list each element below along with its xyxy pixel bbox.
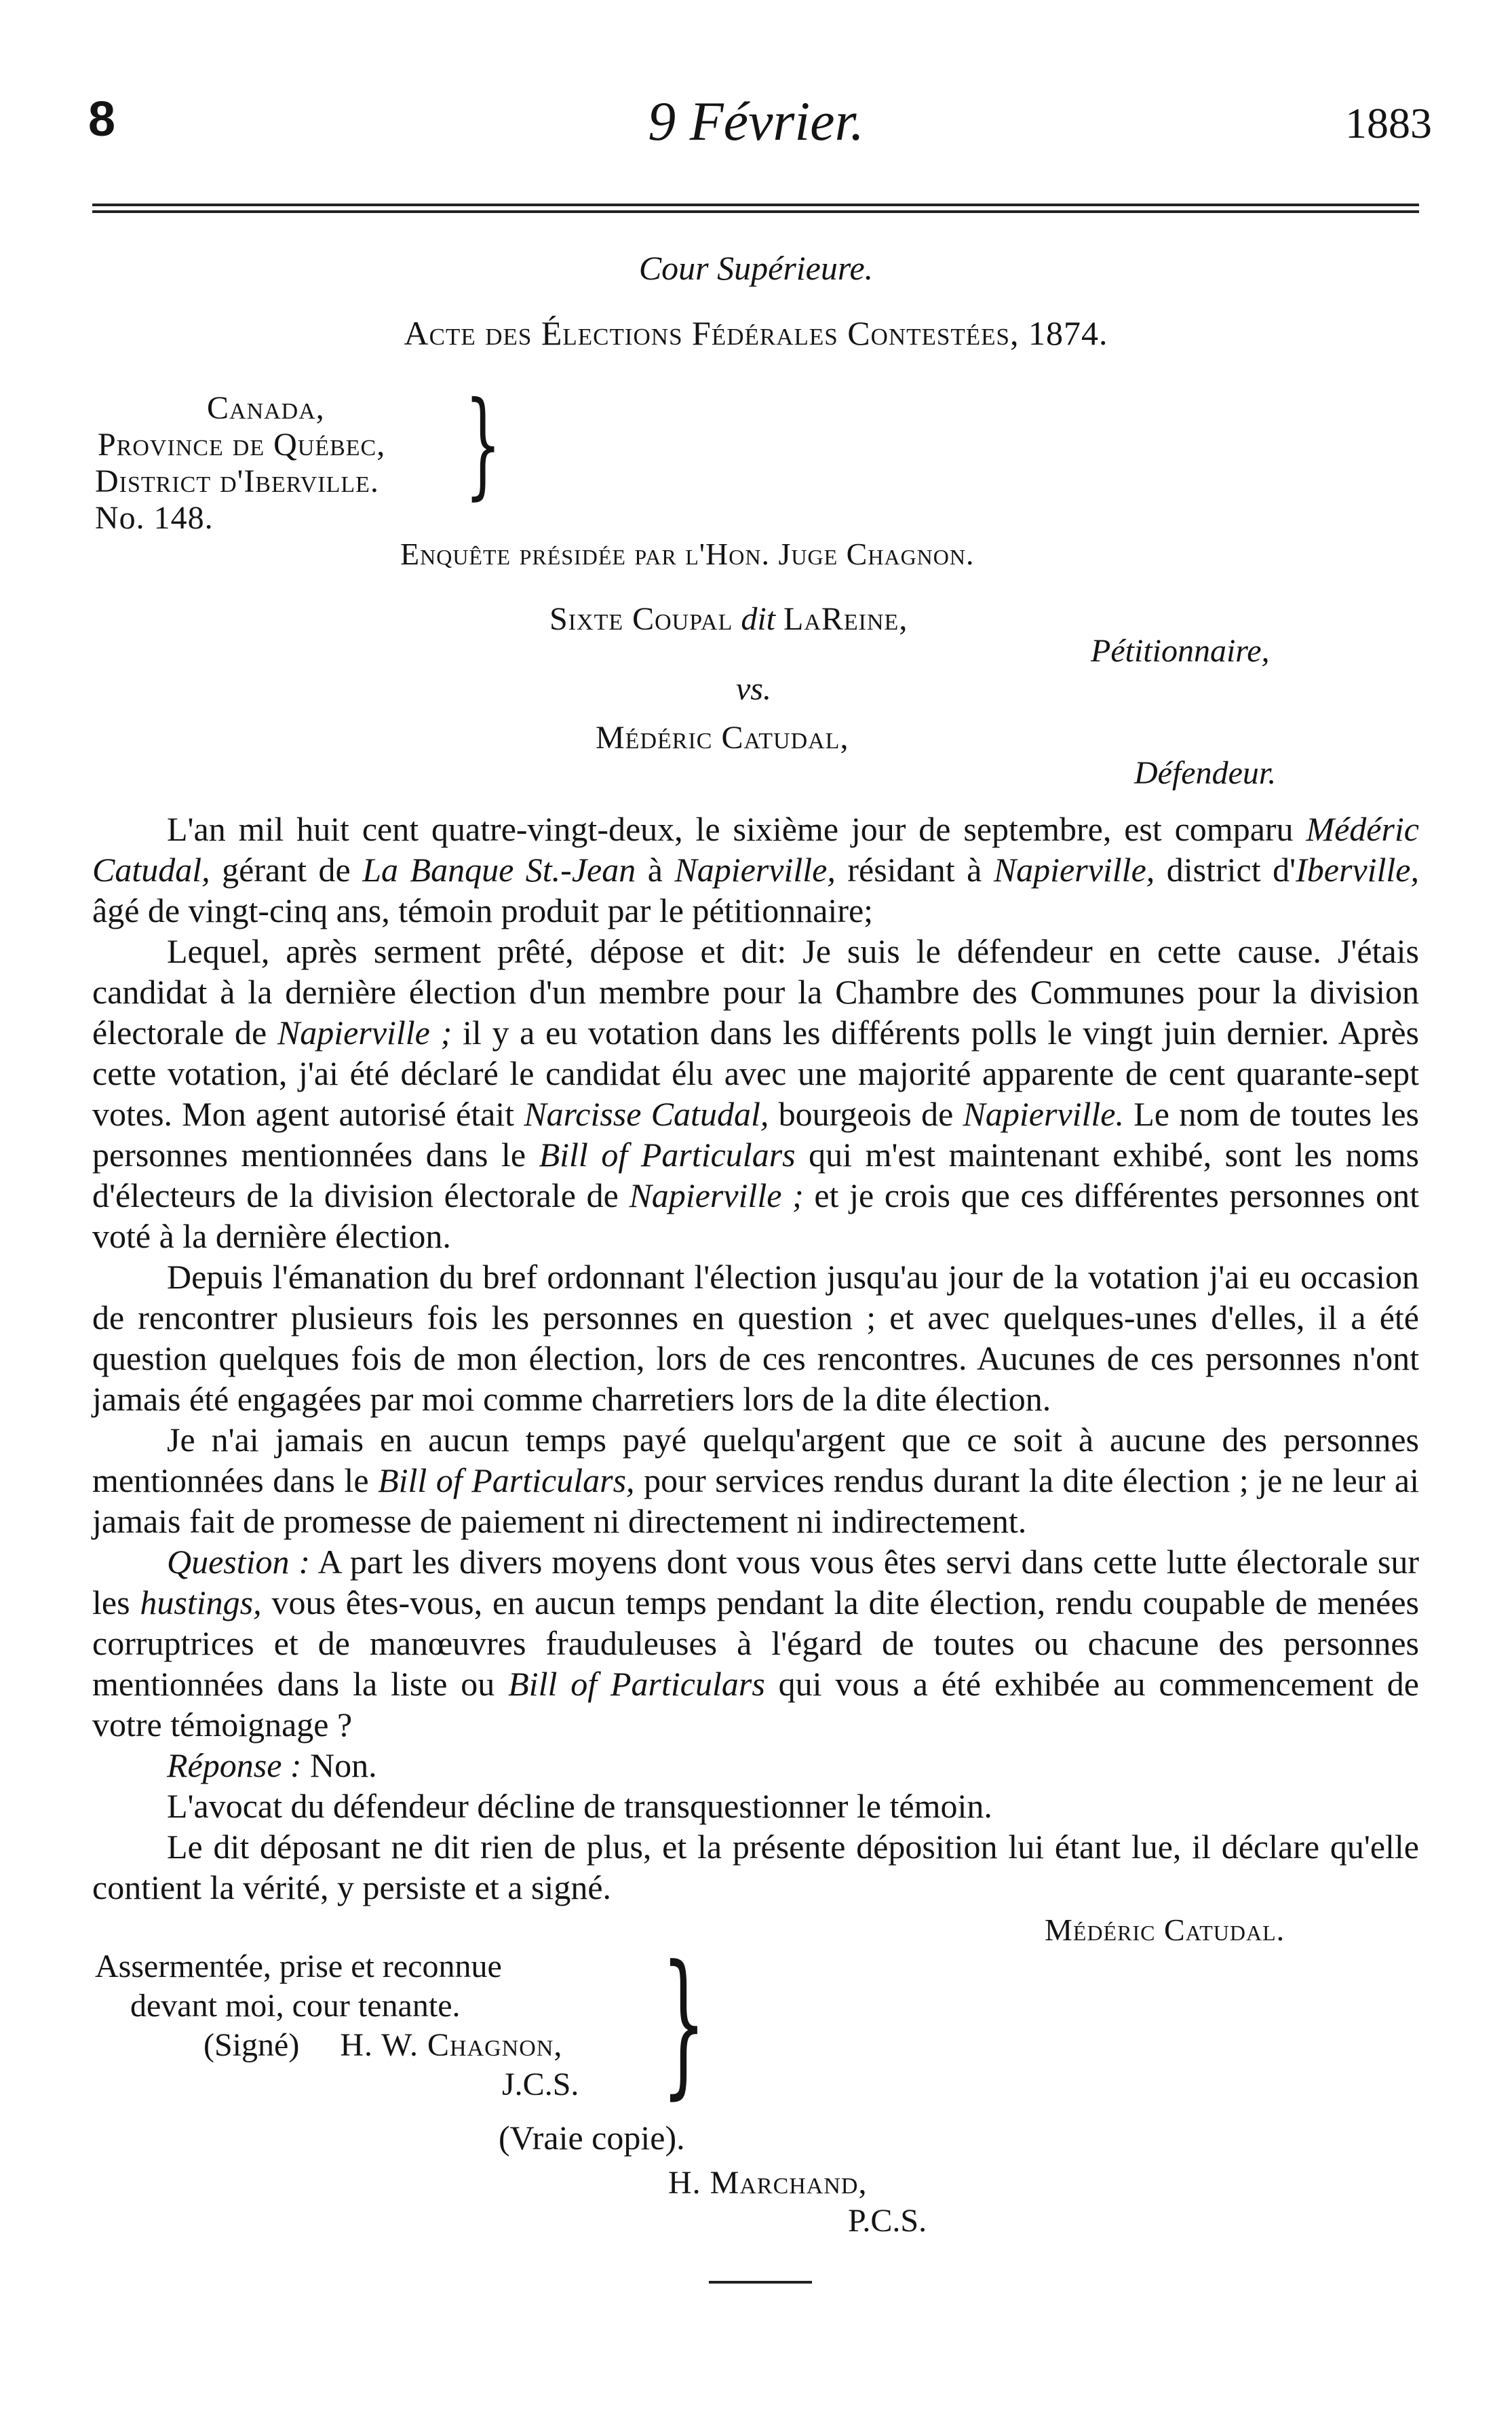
p2-text-g: Le nom de toutes les personnes mentionnées dans le: [92, 1095, 1419, 1174]
p5-hustings: hustings,: [140, 1583, 262, 1621]
p1-place-2: Napierville,: [993, 851, 1155, 889]
answer-label: Réponse :: [167, 1746, 302, 1784]
p2-text-i: qui m'est maintenant exhibé, sont les noms d'électeurs de la division électorale de: [92, 1136, 1419, 1214]
paragraph-7: L'avocat du défendeur décline de transquestionner le témoin.: [167, 1787, 992, 1825]
p1-text-a: L'an mil huit cent quatre-vingt-deux, le sixième jour de septembre, est comparu: [167, 810, 1306, 848]
deposition-body: [92, 809, 1419, 1908]
page-year: 1883: [1345, 99, 1432, 147]
defendant-role: Défendeur.: [1134, 755, 1277, 791]
p2-text-e: bourgeois de: [769, 1095, 963, 1133]
p2-place-2: Napierville.: [963, 1095, 1124, 1133]
petitioner-role: Pétitionnaire,: [1091, 633, 1270, 669]
paragraph-3: Depuis l'émanation du bref ordonnant l'élection jusqu'au jour de la votation j'ai eu occasion de rencontrer plusieurs fois les personnes en question ; et avec quelques-unes d'elles, il a été question quelques fois de mon élection, lors de ces rencontres. Aucunes de ces personnes n'ont jamais été engagées par moi comme charretiers lors de la dite élection.: [92, 1258, 1419, 1418]
p1-text-k: âgé de vingt-cinq ans, témoin produit par le pétitionnaire;: [92, 891, 874, 929]
court-title: Cour Supérieure.: [638, 249, 874, 287]
inquiry-title: Enquête présidée par l'Hon. Juge Chagnon.: [400, 537, 975, 571]
p1-text-c: gérant de: [210, 851, 363, 889]
p2-place-3: Napierville ;: [629, 1176, 804, 1214]
petitioner-surname: LaReine,: [783, 601, 908, 637]
p1-witness-name: Médéric Catudal,: [92, 810, 1419, 889]
p4-text-c: pour services rendus durant la dite élection ; je ne leur ai jamais fait de promesse de paiement ni directement ni indirectement.: [92, 1461, 1419, 1540]
p2-bill: Bill of Particulars: [539, 1136, 796, 1174]
attestation-line-1: Assermentée, prise et reconnue: [95, 1948, 502, 1984]
p5-text-e: qui vous a été exhibée au commencement de votre témoignage ?: [92, 1665, 1419, 1744]
p1-bank-name: La Banque St.-Jean: [362, 851, 636, 889]
attestation-line-2: devant moi, cour tenante.: [130, 1988, 461, 2024]
jurisdiction-brace: }: [465, 377, 502, 512]
closing-rule: [709, 2281, 812, 2284]
petitioner-dit: dit: [741, 601, 776, 637]
signed-label: (Signé): [203, 2027, 300, 2063]
p2-text-c: il y a eu votation dans les différents polls le vingt juin dernier. Après cette votation, j'ai été déclaré le candidat élu avec une majorité apparente de cent quarante-sept votes. Mon agent autorisé était: [92, 1014, 1420, 1133]
jurisdiction-country: Canada,: [207, 390, 325, 426]
judge-signature: H. W. Chagnon,: [340, 2027, 563, 2063]
attestation-brace: }: [661, 1933, 706, 2114]
jurisdiction-province: Province de Québec,: [98, 427, 386, 463]
header-rule-bottom: [92, 210, 1419, 213]
p5-bill: Bill of Particulars: [508, 1665, 765, 1703]
p1-text-e: à: [636, 851, 675, 889]
header-rule-top: [92, 204, 1419, 206]
act-title: Acte des Élections Fédérales Contestées, 1874.: [404, 314, 1108, 352]
paragraph-8: Le dit déposant ne dit rien de plus, et la présente déposition lui étant lue, il déclare qu'elle contient la vérité, y persiste et a signé.: [92, 1828, 1419, 1906]
versus: vs.: [736, 671, 771, 707]
case-number: No. 148.: [95, 500, 214, 536]
paragraph-5: [92, 1541, 1419, 1745]
attestation-signed-line: [95, 2026, 579, 2065]
p5-text-a: A part les divers moyens dont vous vous êtes servi dans cette lutte électorale sur les: [92, 1543, 1420, 1621]
question-label: Question :: [167, 1543, 311, 1581]
petitioner-name: Sixte Coupal: [549, 601, 733, 637]
p2-agent-name: Narcisse Catudal,: [524, 1095, 769, 1133]
jurisdiction-block: [95, 390, 385, 537]
defendant-name: Médéric Catudal,: [596, 720, 849, 756]
paragraph-1: [92, 809, 1419, 931]
jurisdiction-district: District d'Iberville.: [95, 463, 379, 499]
p5-text-c: vous êtes-vous, en aucun temps pendant la dite élection, rendu coupable de menées corruptrices et de manœuvres frauduleuses à l'égard de toutes ou chacune des personnes mentionnées dans la liste ou: [92, 1583, 1419, 1703]
p1-text-g: résidant à: [835, 851, 994, 889]
paragraph-4: [92, 1419, 1419, 1541]
judge-title: J.C.S.: [502, 2066, 579, 2102]
paragraph-2: [92, 931, 1419, 1256]
p4-text-a: Je n'ai jamais en aucun temps payé quelqu'argent que ce soit à aucune des personnes mentionnées dans le: [92, 1421, 1419, 1499]
page-number: 8: [88, 92, 116, 147]
petitioner-line: [549, 600, 908, 638]
p1-district: Iberville,: [1296, 851, 1420, 889]
attestation-block: [95, 1947, 579, 2104]
p4-bill: Bill of Particulars,: [378, 1461, 635, 1499]
answer-text: Non.: [301, 1746, 377, 1784]
clerk-name: H. Marchand,: [668, 2165, 868, 2201]
p1-place-1: Napierville,: [674, 851, 836, 889]
p1-text-i: district d': [1155, 851, 1296, 889]
paragraph-6: [92, 1745, 1419, 1786]
p2-text-a: Lequel, après serment prêté, dépose et dit: Je suis le défendeur en cette cause. J'étais candidat à la dernière élection d'un membre pour la Chambre des Communes pour la division électorale de: [92, 932, 1419, 1052]
true-copy: (Vraie copie).: [499, 2119, 685, 2157]
witness-signature: Médéric Catudal.: [1045, 1912, 1285, 1947]
p2-text-k: et je crois que ces différentes personnes ont voté à la dernière élection.: [92, 1176, 1419, 1255]
p2-place-1: Napierville ;: [277, 1014, 452, 1052]
page-date: 9 Février.: [648, 90, 864, 152]
clerk-title: P.C.S.: [848, 2203, 927, 2239]
